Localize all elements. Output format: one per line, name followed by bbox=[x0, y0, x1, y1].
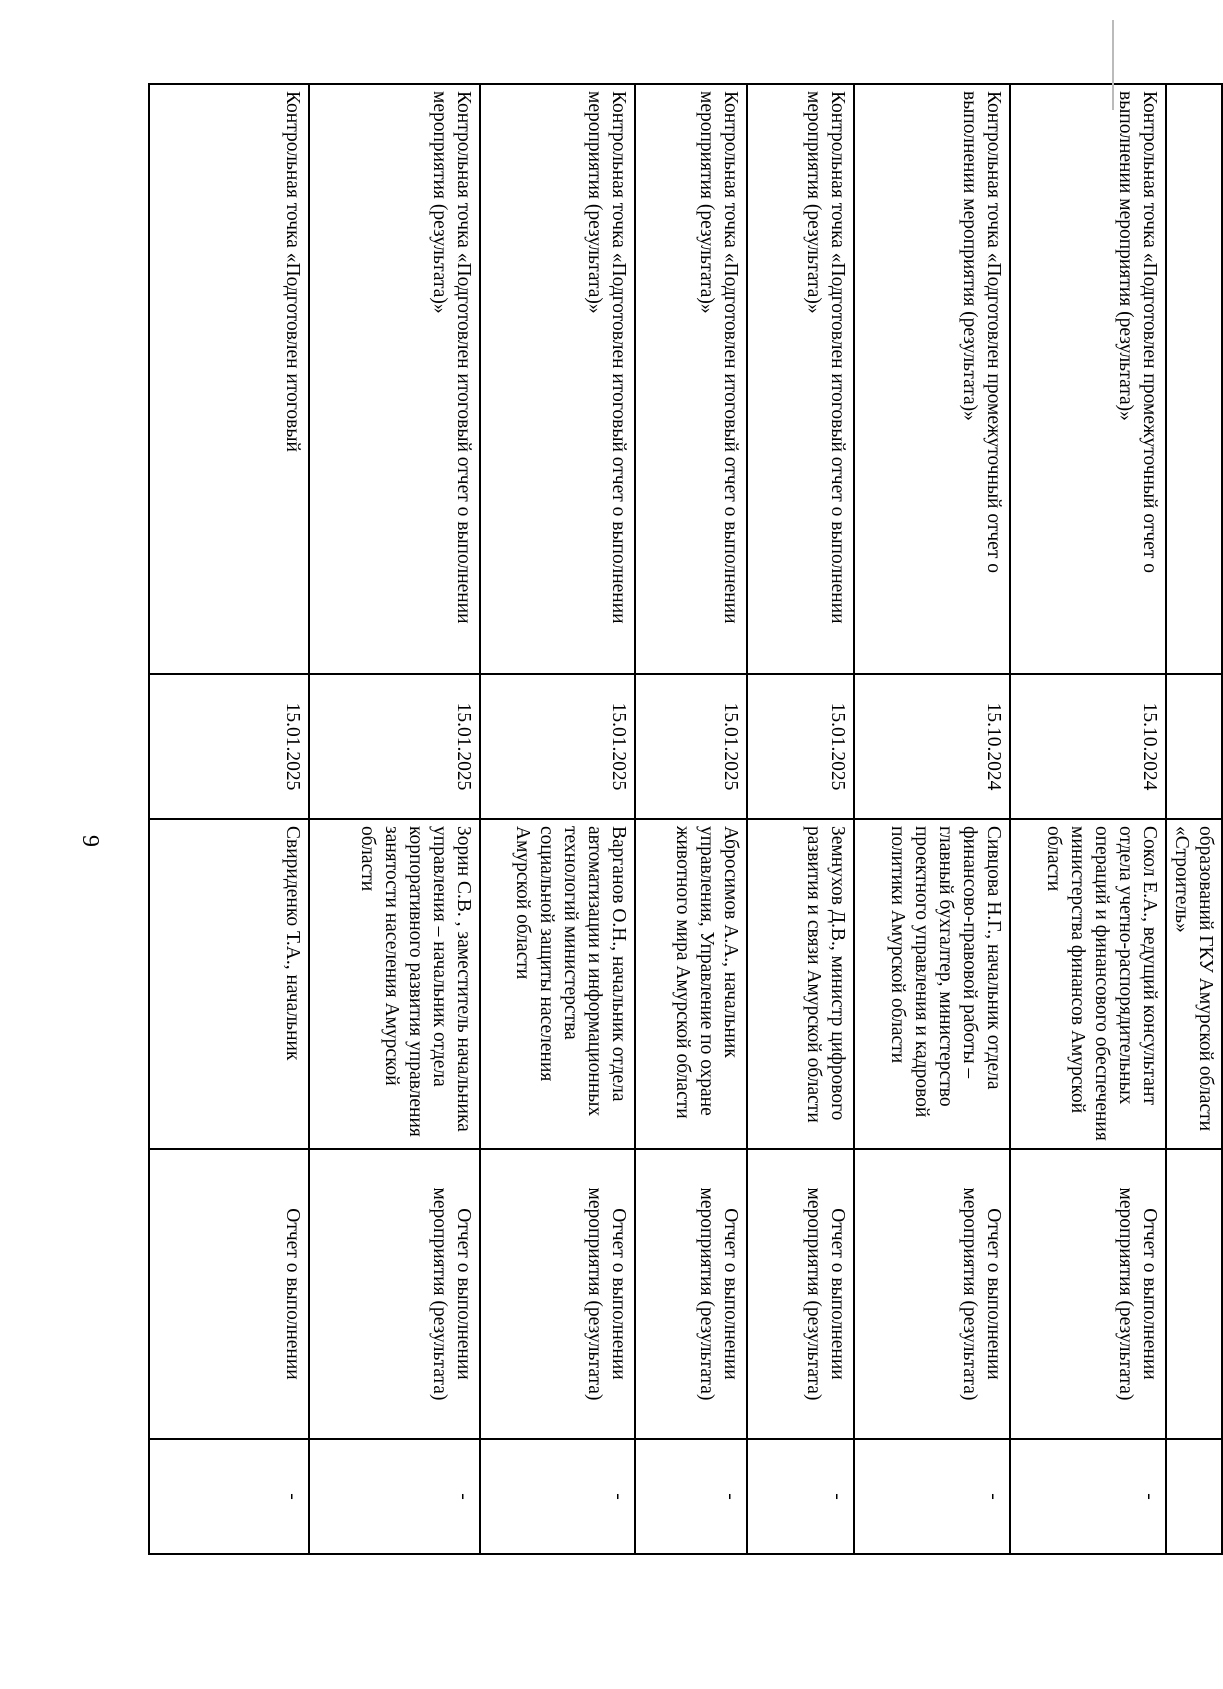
date-cell: 15.10.2024 bbox=[854, 674, 1010, 819]
responsible-cell: Зорин С.В. , заместитель начальника управления – начальник отдела корпоративного развития управления занятости населения Амурской области bbox=[309, 819, 480, 1149]
document-cell bbox=[1166, 1149, 1222, 1439]
table-row bbox=[1166, 84, 1222, 1554]
document-cell: Отчет о выполнении bbox=[149, 1149, 309, 1439]
document-cell: Отчет о выполнении мероприятия (результата) bbox=[635, 1149, 747, 1439]
note-cell bbox=[1166, 1439, 1222, 1554]
table-row bbox=[149, 84, 309, 1554]
document-cell: Отчет о выполнении мероприятия (результата) bbox=[309, 1149, 480, 1439]
document-cell: Отчет о выполнении мероприятия (результата) bbox=[1010, 1149, 1166, 1439]
responsible-cell: Сокол Е.А., ведущий консультант отдела учетно-распорядительных операций и финансового обеспечения министерства финансов Амурской области bbox=[1010, 819, 1166, 1149]
page-number: 9 bbox=[77, 835, 103, 847]
date-cell: 15.01.2025 bbox=[149, 674, 309, 819]
document-cell: Отчет о выполнении мероприятия (результата) bbox=[854, 1149, 1010, 1439]
responsible-cell: Земнухов Д.В., министр цифрового развития и связи Амурской области bbox=[747, 819, 854, 1149]
date-cell: 15.01.2025 bbox=[747, 674, 854, 819]
note-cell: - bbox=[635, 1439, 747, 1554]
date-cell: 15.01.2025 bbox=[635, 674, 747, 819]
table-row bbox=[854, 84, 1010, 1554]
control-point-cell: Контрольная точка «Подготовлен итоговый отчет о выполнении мероприятия (результата)» bbox=[747, 84, 854, 674]
control-point-cell bbox=[1166, 84, 1222, 674]
table-row bbox=[747, 84, 854, 1554]
control-point-cell: Контрольная точка «Подготовлен итоговый отчет о выполнении мероприятия (результата)» bbox=[480, 84, 635, 674]
date-cell: 15.10.2024 bbox=[1010, 674, 1166, 819]
control-point-cell: Контрольная точка «Подготовлен итоговый отчет о выполнении мероприятия (результата)» bbox=[309, 84, 480, 674]
note-cell: - bbox=[309, 1439, 480, 1554]
responsible-cell: Сивцова Н.Г., начальник отдела финансово-правовой работы – главный бухгалтер, министерство проектного управления и кадровой политики Амурской области bbox=[854, 819, 1010, 1149]
rotated-table-wrapper bbox=[153, 83, 1223, 1553]
note-cell: - bbox=[1010, 1439, 1166, 1554]
document-cell: Отчет о выполнении мероприятия (результата) bbox=[480, 1149, 635, 1439]
document-cell: Отчет о выполнении мероприятия (результата) bbox=[747, 1149, 854, 1439]
table-row bbox=[480, 84, 635, 1554]
responsible-cell: образований ГКУ Амурской области «Строитель» bbox=[1166, 819, 1222, 1149]
responsible-cell: Свириденко Т.А., начальник bbox=[149, 819, 309, 1149]
responsible-cell: Абросимов А.А., начальник управления, Управление по охране животного мира Амурской области bbox=[635, 819, 747, 1149]
control-point-cell: Контрольная точка «Подготовлен итоговый bbox=[149, 84, 309, 674]
control-point-cell: Контрольная точка «Подготовлен промежуточный отчет о выполнении мероприятия (результата)» bbox=[1010, 84, 1166, 674]
table-row bbox=[635, 84, 747, 1554]
control-point-cell: Контрольная точка «Подготовлен итоговый отчет о выполнении мероприятия (результата)» bbox=[635, 84, 747, 674]
control-point-cell: Контрольная точка «Подготовлен промежуточный отчет о выполнении мероприятия (результата)» bbox=[854, 84, 1010, 674]
date-cell: 15.01.2025 bbox=[309, 674, 480, 819]
scan-artifact bbox=[1112, 20, 1114, 110]
note-cell: - bbox=[747, 1439, 854, 1554]
table-row bbox=[309, 84, 480, 1554]
date-cell: 15.01.2025 bbox=[480, 674, 635, 819]
note-cell: - bbox=[149, 1439, 309, 1554]
note-cell: - bbox=[480, 1439, 635, 1554]
responsible-cell: Варганов О.Н., начальник отдела автоматизации и информационных технологий министерства социальной защиты населения Амурской области bbox=[480, 819, 635, 1149]
control-points-table bbox=[148, 83, 1223, 1555]
table-row bbox=[1010, 84, 1166, 1554]
date-cell bbox=[1166, 674, 1222, 819]
note-cell: - bbox=[854, 1439, 1010, 1554]
